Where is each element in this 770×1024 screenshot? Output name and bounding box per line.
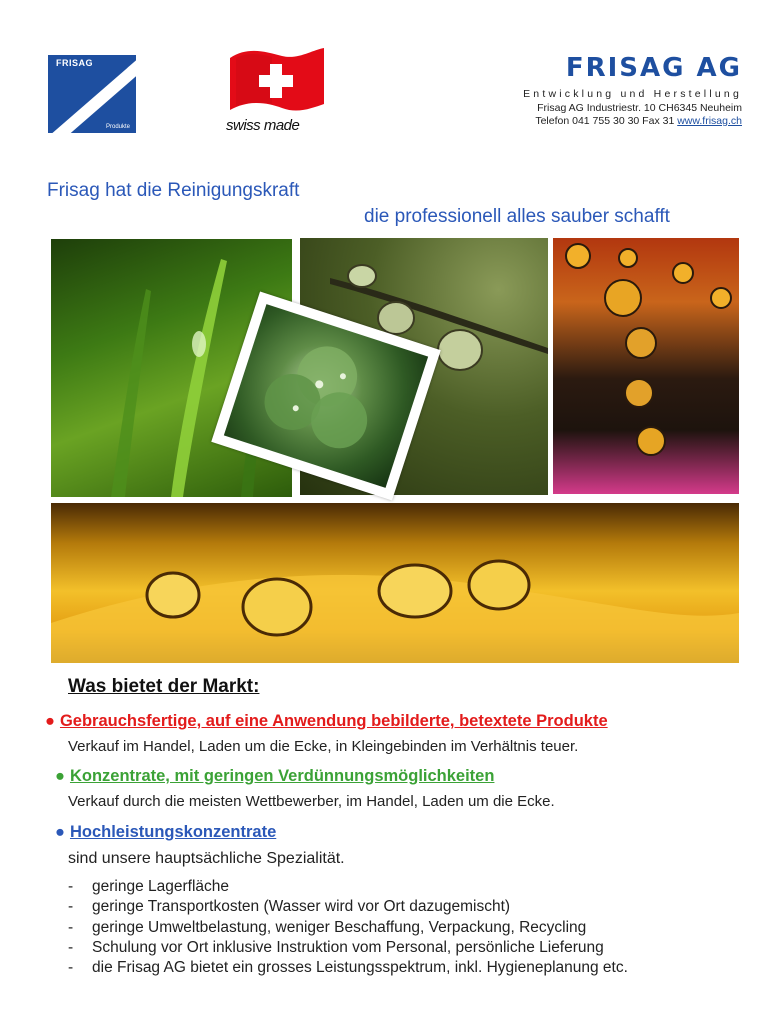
company-tagline: Entwicklung und Herstellung — [523, 88, 742, 100]
section-heading: Was bietet der Markt: — [68, 676, 260, 697]
market-item-1-title-text: Gebrauchsfertige, auf eine Anwendung bebilderte, betextete Produkte — [59, 712, 608, 730]
list-item-text: die Frisag AG bietet ein grosses Leistungsspektrum, inkl. Hygieneplanung etc. — [92, 959, 628, 977]
market-item-3-title-text: Hochleistungskonzentrate — [69, 823, 277, 841]
market-item-1-desc: Verkauf im Handel, Laden um die Ecke, in Kleingebinden im Verhältnis teuer. — [68, 738, 579, 755]
dash-marker: - — [68, 959, 74, 977]
market-item-2-title — [55, 767, 494, 786]
list-item — [68, 897, 758, 917]
frisag-logo — [48, 55, 136, 133]
swiss-made-label: swiss made — [226, 117, 300, 134]
dash-marker: - — [68, 938, 74, 956]
bullet-icon: ● — [55, 823, 65, 841]
swiss-flag-icon — [226, 44, 326, 114]
photo-flower-droplets — [553, 238, 739, 494]
list-item — [68, 918, 758, 938]
market-item-3-desc: sind unsere hauptsächliche Spezialität. — [68, 850, 345, 867]
dash-marker: - — [68, 898, 74, 916]
bullet-icon: ● — [45, 712, 55, 730]
list-item — [68, 958, 758, 978]
headline-line-2: die professionell alles sauber schafft — [364, 206, 670, 227]
logo-sub-text: Produkte — [105, 124, 130, 130]
bullet-icon: ● — [55, 767, 65, 785]
headline-line-1: Frisag hat die Reinigungskraft — [47, 180, 300, 201]
market-item-1-title — [45, 712, 608, 731]
benefits-list — [68, 877, 758, 978]
market-item-2-title-text: Konzentrate, mit geringen Verdünnungsmöglichkeiten — [69, 767, 495, 785]
list-item-text: Schulung vor Ort inklusive Instruktion vom Personal, persönliche Lieferung — [92, 938, 604, 956]
market-item-2-desc: Verkauf durch die meisten Wettbewerber, im Handel, Laden um die Ecke. — [68, 793, 555, 810]
list-item-text: geringe Umweltbelastung, weniger Beschaffung, Verpackung, Recycling — [92, 918, 587, 936]
list-item-text: geringe Lagerfläche — [92, 878, 230, 895]
list-item — [68, 938, 758, 958]
dash-marker: - — [68, 918, 74, 936]
list-item — [68, 877, 758, 897]
market-item-3-title — [55, 823, 276, 842]
company-contact — [400, 115, 742, 127]
list-item-text: geringe Transportkosten (Wasser wird vor Ort dazugemischt) — [92, 898, 511, 916]
company-name: FRISAG AG — [565, 53, 742, 83]
dash-marker: - — [68, 878, 74, 895]
website-link[interactable]: www.frisag.ch — [677, 115, 742, 127]
company-address: Frisag AG Industriestr. 10 CH6345 Neuheim — [537, 102, 742, 114]
contact-phone-fax: Telefon 041 755 30 30 Fax 31 — [535, 115, 675, 127]
logo-brand-text: FRISAG — [56, 58, 94, 68]
photo-daisy-droplets — [51, 503, 739, 663]
